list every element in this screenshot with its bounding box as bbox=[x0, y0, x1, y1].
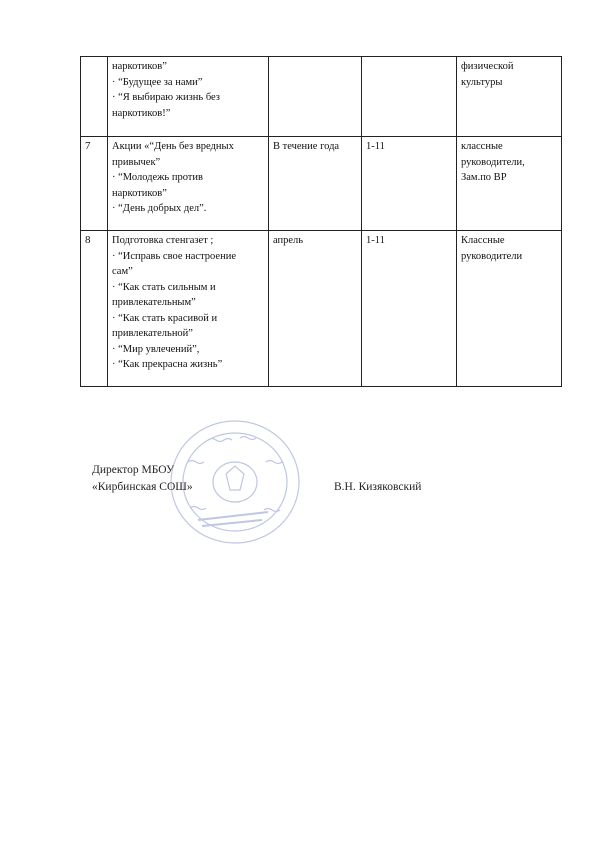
event-line: наркотиков!” bbox=[112, 107, 171, 119]
date-cell: апрель bbox=[269, 231, 362, 387]
grades-cell bbox=[362, 57, 457, 137]
date-cell bbox=[269, 57, 362, 137]
school-name: «Кирбинская СОШ» bbox=[92, 481, 193, 493]
event-line: Подготовка стенгазет ; bbox=[112, 235, 214, 246]
event-line: наркотиков” bbox=[112, 187, 167, 199]
responsible-line: культуры bbox=[461, 76, 503, 88]
table-row bbox=[81, 57, 562, 137]
responsible-line: Зам.по ВР bbox=[461, 172, 507, 183]
row-number: 8 bbox=[81, 231, 108, 387]
responsible-line: руководители bbox=[461, 250, 523, 262]
event-line: сам” bbox=[112, 266, 133, 277]
table-row bbox=[81, 137, 562, 231]
row-number: 7 bbox=[81, 137, 108, 231]
responsible-cell bbox=[457, 57, 562, 137]
event-line: привычек” bbox=[112, 156, 161, 168]
event-line: · “Как стать красивой и bbox=[112, 312, 218, 324]
event-cell bbox=[108, 231, 269, 387]
responsible-line: физической bbox=[461, 61, 514, 72]
signature-position bbox=[92, 462, 193, 496]
event-line: · “Будущее за нами” bbox=[112, 76, 203, 88]
event-line: · “Исправь свое настроение bbox=[112, 250, 236, 262]
event-cell bbox=[108, 137, 269, 231]
position-line: Директор МБОУ bbox=[92, 464, 175, 476]
responsible-cell bbox=[457, 231, 562, 387]
responsible-line: классные bbox=[461, 141, 503, 152]
event-line: Акции «“День без вредных bbox=[112, 141, 234, 152]
responsible-line: руководители, bbox=[461, 156, 525, 168]
event-line: · “Как прекрасна жизнь” bbox=[112, 359, 223, 370]
event-line: · “Молодежь против bbox=[112, 172, 203, 183]
event-line: · “Мир увлечений”, bbox=[112, 343, 200, 355]
date-cell: В течение года bbox=[269, 137, 362, 231]
event-line: · “День добрых дел”. bbox=[112, 203, 207, 214]
responsible-cell bbox=[457, 137, 562, 231]
signatory-name: В.Н. Кизяковский bbox=[334, 481, 422, 493]
table-row bbox=[81, 231, 562, 387]
responsible-line: Классные bbox=[461, 235, 505, 246]
grades-cell: 1-11 bbox=[362, 137, 457, 231]
grades-cell: 1-11 bbox=[362, 231, 457, 387]
events-table bbox=[80, 56, 562, 387]
event-line: · “Как стать сильным и bbox=[112, 281, 216, 293]
event-line: · “Я выбираю жизнь без bbox=[112, 92, 220, 103]
row-number bbox=[81, 57, 108, 137]
event-line: привлекательным” bbox=[112, 297, 196, 308]
event-cell bbox=[108, 57, 269, 137]
event-line: наркотиков” bbox=[112, 61, 167, 72]
event-line: привлекательной” bbox=[112, 328, 193, 339]
